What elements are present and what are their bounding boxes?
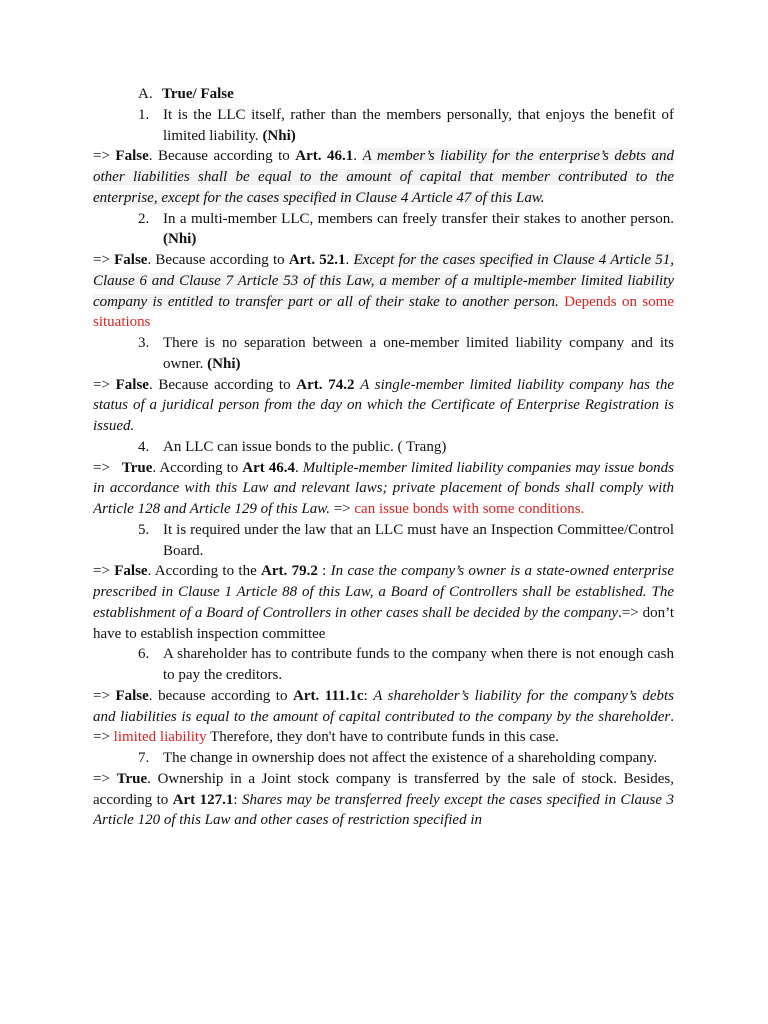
law-quote: A shareholder’s liability for the company’s debts and liabilities is equal to the amount of capital contributed to the company by the shareholder: [93, 687, 674, 725]
section-title: True/ False: [162, 86, 234, 102]
answer-tail: Therefore, they don't have to contribute funds in this case.: [206, 729, 559, 746]
law-quote: A single-member limited liability company has the status of a juridical person from the day on which the Certificate of Enterprise Registration is issued.: [93, 376, 674, 434]
question-number: 7.: [138, 750, 150, 766]
answer-tail: .=> don’t have to establish inspection committee: [93, 604, 674, 642]
answer-lead: . because according to: [148, 687, 293, 704]
question-number: 2.: [138, 210, 150, 227]
question-5: [93, 520, 674, 562]
answer-verdict: False: [115, 687, 149, 704]
question-text: An LLC can issue bonds to the public. ( Trang): [163, 438, 447, 455]
question-body: It is the LLC itself, rather than the members personally, that enjoys the benefit of limited liability.: [163, 106, 674, 144]
answer-5: [93, 561, 674, 644]
question-1: [93, 105, 674, 147]
question-number: 4.: [138, 438, 150, 455]
question-2: [93, 209, 674, 251]
answer-arrow: =>: [93, 376, 110, 393]
question-text: [163, 209, 674, 251]
question-text: The change in ownership does not affect the existence of a shareholding company.: [163, 750, 657, 766]
answer-lead: . Because according to: [147, 252, 289, 268]
red-note: limited liability: [113, 729, 207, 746]
question-text: A shareholder has to contribute funds to the company when there is not enough cash to pay the creditors.: [163, 646, 674, 683]
answer-lead: . Because according to: [148, 148, 296, 165]
document-page: [93, 84, 674, 999]
answer-7: [93, 769, 674, 831]
question-author: (Nhi): [262, 127, 296, 144]
answer-sep: .: [294, 459, 303, 476]
section-heading: [93, 84, 674, 105]
answer-verdict: False: [115, 376, 149, 393]
question-3: [93, 333, 674, 375]
red-note: can issue bonds with some conditions.: [354, 501, 585, 517]
law-quote: Except for the cases specified in Clause 4 Article 51, Clause 6 and Clause 7 Article 53 of this Law, a member of a multiple-member limited liability company is entitled to transfer part or all of their stake to another person.: [93, 252, 674, 310]
section-label: A.: [138, 86, 153, 102]
answer-2: [93, 250, 674, 333]
answer-arrow: =>: [93, 687, 110, 704]
article-ref: Art. 74.2: [296, 376, 355, 393]
article-ref: Art 127.1: [172, 791, 234, 808]
question-text: [163, 333, 674, 375]
article-ref: Art. 52.1: [288, 252, 346, 268]
answer-mid: . =>: [93, 708, 674, 746]
law-quote: Multiple-member limited liability companies may issue bonds in accordance with this Law and relevant laws; private placement of bonds shall comply with Article 128 and Article 129 of this Law.: [93, 459, 674, 517]
article-ref: Art. 79.2: [261, 563, 318, 580]
question-number: 3.: [138, 335, 150, 351]
answer-verdict: False: [114, 252, 148, 268]
question-6: [93, 644, 674, 686]
answer-verdict: True: [121, 459, 153, 476]
question-number: 5.: [138, 521, 150, 538]
answer-sep: :: [363, 687, 374, 704]
question-text: [163, 105, 674, 147]
answer-lead: . According to: [152, 459, 243, 476]
answer-arrow: =>: [93, 770, 110, 787]
law-quote: In case the company’s owner is a state-owned enterprise prescribed in Clause 1 Article 88 of this Law, a Board of Controllers shall be established. The establishment of a Board of Controllers in other cases shall be decided by the company: [93, 563, 674, 621]
answer-verdict: False: [114, 563, 148, 580]
law-quote: A member’s liability for the enterprise’s debts and other liabilities shall be equal to the amount of capital that member contributed to the enterprise, except for the cases specified in Clause 4 Article 47 of this Law.: [93, 148, 674, 206]
answer-arrow: =>: [93, 459, 110, 476]
question-body: There is no separation between a one-member limited liability company and its owner.: [163, 335, 674, 372]
answer-6: [93, 686, 674, 748]
question-number: 1.: [138, 106, 150, 123]
answer-lead: . Ownership in a Joint stock company is transferred by the sale of stock. Besides, according to: [93, 770, 674, 808]
question-4: [93, 437, 674, 458]
answer-arrow-2: =>: [333, 501, 351, 517]
answer-arrow: =>: [93, 563, 110, 580]
answer-lead: . According to the: [147, 563, 262, 580]
answer-sep: .: [345, 252, 354, 268]
answer-lead: . Because according to: [148, 376, 297, 393]
law-quote: Shares may be transferred freely except the cases specified in Clause 3 Article 120 of this Law and other cases of restriction specified in: [93, 791, 674, 829]
red-note: Depends on some situations: [93, 293, 674, 331]
answer-sep: :: [233, 791, 242, 808]
answer-1: [93, 146, 674, 208]
answer-arrow: =>: [93, 252, 110, 268]
answer-sep: .: [353, 148, 363, 165]
answer-arrow: =>: [93, 148, 110, 165]
answer-verdict: True: [116, 770, 148, 787]
question-author: (Nhi): [163, 231, 197, 248]
article-ref: Art 46.4: [242, 459, 295, 476]
answer-3: [93, 375, 674, 437]
question-number: 6.: [138, 646, 150, 663]
article-ref: Art. 111.1c: [293, 687, 364, 704]
page-clip: [93, 84, 674, 999]
question-7: [93, 748, 674, 769]
article-ref: Art. 46.1: [295, 148, 354, 165]
question-author: (Nhi): [207, 355, 241, 372]
question-body: In a multi-member LLC, members can freely transfer their stakes to another person.: [163, 210, 674, 227]
answer-sep: :: [317, 563, 331, 580]
question-text: It is required under the law that an LLC must have an Inspection Committee/Control Board.: [163, 521, 674, 559]
answer-verdict: False: [115, 148, 149, 165]
answer-4: [93, 458, 674, 520]
